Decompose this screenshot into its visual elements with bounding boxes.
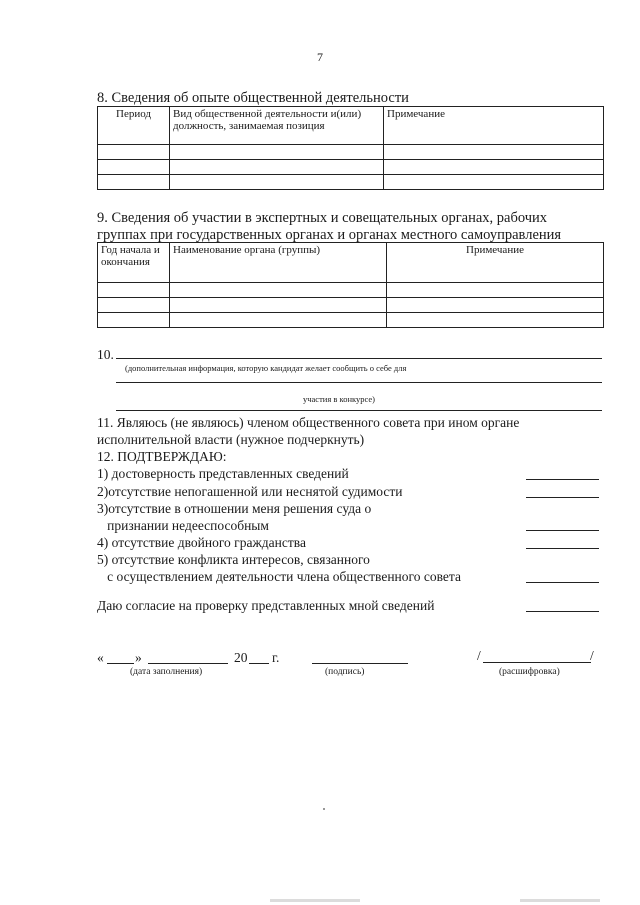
table-cell[interactable] <box>170 160 384 175</box>
table-cell[interactable] <box>170 298 387 313</box>
table-header-row <box>98 107 604 145</box>
table-cell[interactable] <box>170 175 384 190</box>
confirm-signature-line-5[interactable] <box>526 582 599 583</box>
section-8-table <box>97 106 604 190</box>
table-cell[interactable] <box>170 283 387 298</box>
additional-info-field-line[interactable] <box>116 358 602 359</box>
decode-field[interactable] <box>483 662 591 663</box>
page-number: 7 <box>317 50 323 64</box>
date-year-field[interactable] <box>249 663 269 664</box>
confirm-signature-line-3[interactable] <box>526 530 599 531</box>
decode-slash-left: / <box>477 648 481 663</box>
section-11-line2: исполнительной власти (нужное подчеркнуть) <box>97 432 365 447</box>
section-10-hint-line1: (дополнительная информация, которую кандидат желает сообщить о себе для <box>125 363 407 373</box>
section-8-title: 8. Сведения об опыте общественной деятельности <box>97 90 409 106</box>
table-cell[interactable] <box>170 145 384 160</box>
table-cell[interactable] <box>98 283 170 298</box>
table-cell[interactable] <box>384 175 604 190</box>
section-9-table <box>97 242 604 328</box>
additional-info-field-line-2[interactable] <box>116 382 602 383</box>
table-cell[interactable] <box>98 160 170 175</box>
table-cell[interactable] <box>98 313 170 328</box>
section-10-hint-line2: участия в конкурсе) <box>303 394 375 404</box>
decode-label: (расшифровка) <box>499 667 560 677</box>
header-organ-name: Наименование органа (группы) <box>170 243 387 283</box>
header-note: Примечание <box>387 243 604 283</box>
confirm-signature-line-4[interactable] <box>526 548 599 549</box>
confirm-item-5: 5) отсутствие конфликта интересов, связанного <box>97 552 370 567</box>
date-close-quote: » <box>135 650 142 665</box>
section-10-number: 10. <box>97 347 114 362</box>
table-cell[interactable] <box>384 160 604 175</box>
header-years: Год начала и окончания <box>98 243 170 283</box>
date-label: (дата заполнения) <box>130 667 203 677</box>
consent-signature-line[interactable] <box>526 611 599 612</box>
table-row <box>98 145 604 160</box>
confirm-signature-line-2[interactable] <box>526 497 599 498</box>
date-day-field[interactable] <box>107 663 134 664</box>
section-9-title-line2: группах при государственных органах и органах местного самоуправления <box>97 227 562 243</box>
signature-label: (подпись) <box>325 667 365 677</box>
table-cell[interactable] <box>170 313 387 328</box>
header-activity: Вид общественной деятельности и(или) должность, занимаемая позиция <box>170 107 384 145</box>
confirm-item-1: 1) достоверность представленных сведений <box>97 466 349 481</box>
table-row <box>98 160 604 175</box>
confirm-signature-line-1[interactable] <box>526 479 599 480</box>
table-cell[interactable] <box>384 145 604 160</box>
confirm-item-2: 2)отсутствие непогашенной или неснятой судимости <box>97 484 403 499</box>
date-open-quote: « <box>97 650 104 665</box>
header-period: Период <box>98 107 170 145</box>
section-11-line1: 11. Являюсь (не являюсь) членом общественного совета при ином органе <box>97 415 520 430</box>
scan-speck <box>323 808 325 810</box>
table-cell[interactable] <box>98 298 170 313</box>
scan-footer-smudge <box>270 899 360 902</box>
table-cell[interactable] <box>387 283 604 298</box>
confirm-item-3: 3)отсутствие в отношении меня решения суда о <box>97 501 372 516</box>
table-cell[interactable] <box>387 298 604 313</box>
decode-slash-right: / <box>590 648 594 663</box>
table-row <box>98 298 604 313</box>
scan-footer-smudge <box>520 899 600 902</box>
year-prefix: 20 <box>234 650 248 665</box>
header-note: Примечание <box>384 107 604 145</box>
table-row <box>98 283 604 298</box>
table-cell[interactable] <box>98 145 170 160</box>
section-9-title-line1: 9. Сведения об участии в экспертных и совещательных органах, рабочих <box>97 210 548 226</box>
additional-info-field-line-3[interactable] <box>116 410 602 411</box>
table-header-row <box>98 243 604 283</box>
signature-field[interactable] <box>312 663 408 664</box>
table-cell[interactable] <box>98 175 170 190</box>
section-12-title: 12. ПОДТВЕРЖДАЮ: <box>97 449 227 464</box>
confirm-item-4: 4) отсутствие двойного гражданства <box>97 535 306 550</box>
confirm-item-5-cont: с осуществлением деятельности члена общественного совета <box>97 569 461 584</box>
table-row <box>98 175 604 190</box>
year-suffix: г. <box>272 650 280 665</box>
table-cell[interactable] <box>387 313 604 328</box>
confirm-item-3-cont: признании недееспособным <box>97 518 269 533</box>
date-month-field[interactable] <box>148 663 228 664</box>
consent-text: Даю согласие на проверку представленных мной сведений <box>97 598 435 613</box>
table-row <box>98 313 604 328</box>
